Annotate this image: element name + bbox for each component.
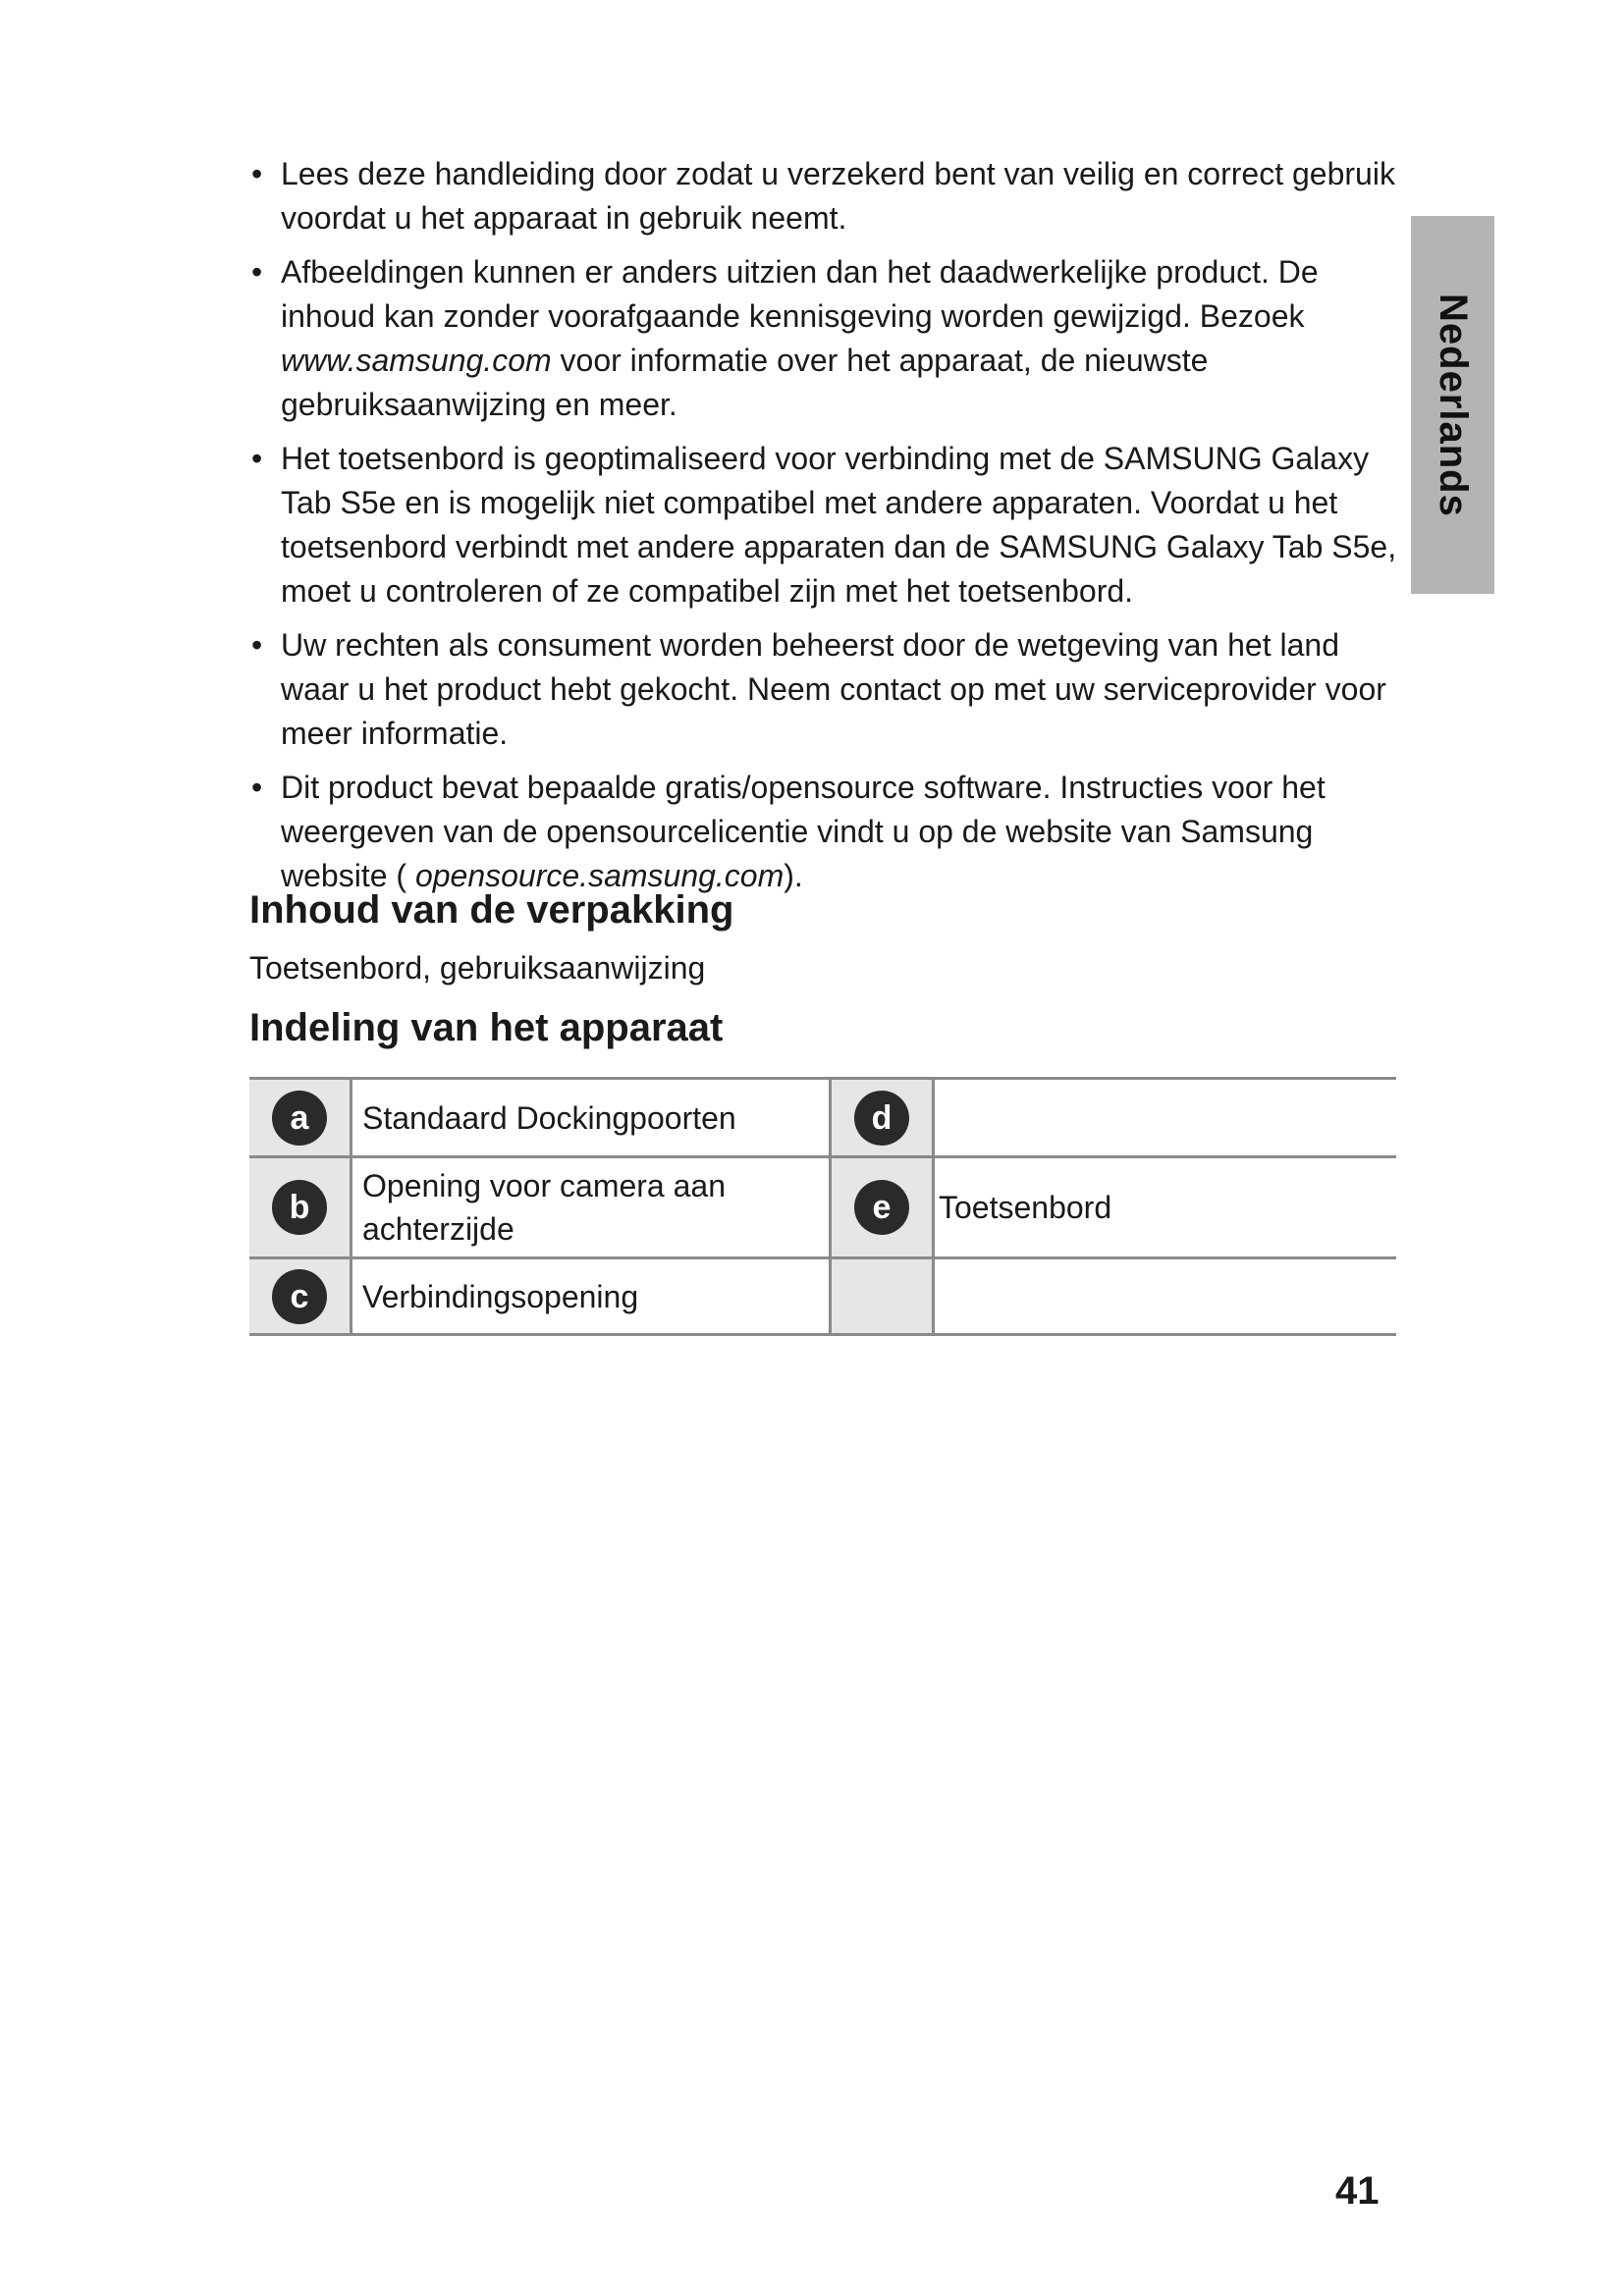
bullet-item: • Afbeeldingen kunnen er anders uitzien dan het daadwerkelijke product. De inhoud kan zonder voorafgaande kennisgeving worden gewijzigd. Bezoek www.samsung.com voor informatie over het apparaat, de nieuwste gebruiksaanwijzing en meer. bbox=[244, 250, 1402, 427]
label-b-badge: b bbox=[272, 1180, 327, 1235]
empty-label-cell bbox=[831, 1258, 934, 1335]
table-row bbox=[249, 1079, 1396, 1157]
bullet-item: • Het toetsenbord is geoptimaliseerd voor verbinding met de SAMSUNG Galaxy Tab S5e en is mogelijk niet compatibel met andere apparaten. Voordat u het toetsenbord verbindt met andere apparaten dan de SAMSUNG Galaxy Tab S5e, moet u controleren of ze compatibel zijn met het toetsenbord. bbox=[244, 437, 1402, 614]
bullet-item: • Dit product bevat bepaalde gratis/opensource software. Instructies voor het weergeven van de opensourcelicentie vindt u op de website van Samsung website ( opensource.samsung.com). bbox=[244, 766, 1402, 898]
description-cell: Opening voor camera aan achterzijde bbox=[352, 1157, 831, 1258]
samsung-website-link[interactable]: www.samsung.com bbox=[281, 343, 552, 378]
bullet-item: • Uw rechten als consument worden beheerst door de wetgeving van het land waar u het product hebt gekocht. Neem contact op met uw serviceprovider voor meer informatie. bbox=[244, 623, 1402, 756]
label-a-badge: a bbox=[272, 1091, 327, 1146]
language-side-tab bbox=[1411, 216, 1494, 594]
bullet-dot-icon: • bbox=[251, 441, 263, 476]
label-cell bbox=[831, 1157, 934, 1258]
label-d-badge: d bbox=[854, 1091, 909, 1146]
table-row bbox=[249, 1258, 1396, 1335]
description-cell: Toetsenbord bbox=[939, 1190, 1112, 1225]
label-cell bbox=[831, 1079, 934, 1157]
language-label: Nederlands bbox=[1432, 293, 1475, 517]
label-cell bbox=[249, 1258, 352, 1335]
label-c-badge: c bbox=[272, 1269, 327, 1324]
bullet-dot-icon: • bbox=[251, 254, 263, 290]
label-cell bbox=[249, 1079, 352, 1157]
notice-bullet-list bbox=[244, 152, 1402, 908]
description-cell: Verbindingsopening bbox=[352, 1258, 831, 1335]
label-cell bbox=[249, 1157, 352, 1258]
bullet-dot-icon: • bbox=[251, 627, 263, 663]
package-contents-text: Toetsenbord, gebruiksaanwijzing bbox=[249, 950, 706, 986]
bullet-dot-icon: • bbox=[251, 770, 263, 805]
bullet-dot-icon: • bbox=[251, 156, 263, 191]
description-cell bbox=[934, 1079, 1397, 1157]
table-row bbox=[249, 1157, 1396, 1258]
device-layout-heading: Indeling van het apparaat bbox=[249, 1006, 724, 1049]
package-contents-heading: Inhoud van de verpakking bbox=[249, 888, 734, 932]
opensource-link[interactable]: opensource.samsung.com bbox=[414, 858, 785, 893]
label-e-badge: e bbox=[854, 1180, 909, 1235]
empty-description-cell bbox=[934, 1258, 1397, 1335]
page-number: 41 bbox=[1335, 2169, 1380, 2213]
bullet-item: • Lees deze handleiding door zodat u verzekerd bent van veilig en correct gebruik voordat u het apparaat in gebruik neemt. bbox=[244, 152, 1402, 240]
description-cell: Standaard Dockingpoorten bbox=[352, 1079, 831, 1157]
device-layout-table bbox=[249, 1077, 1396, 1336]
